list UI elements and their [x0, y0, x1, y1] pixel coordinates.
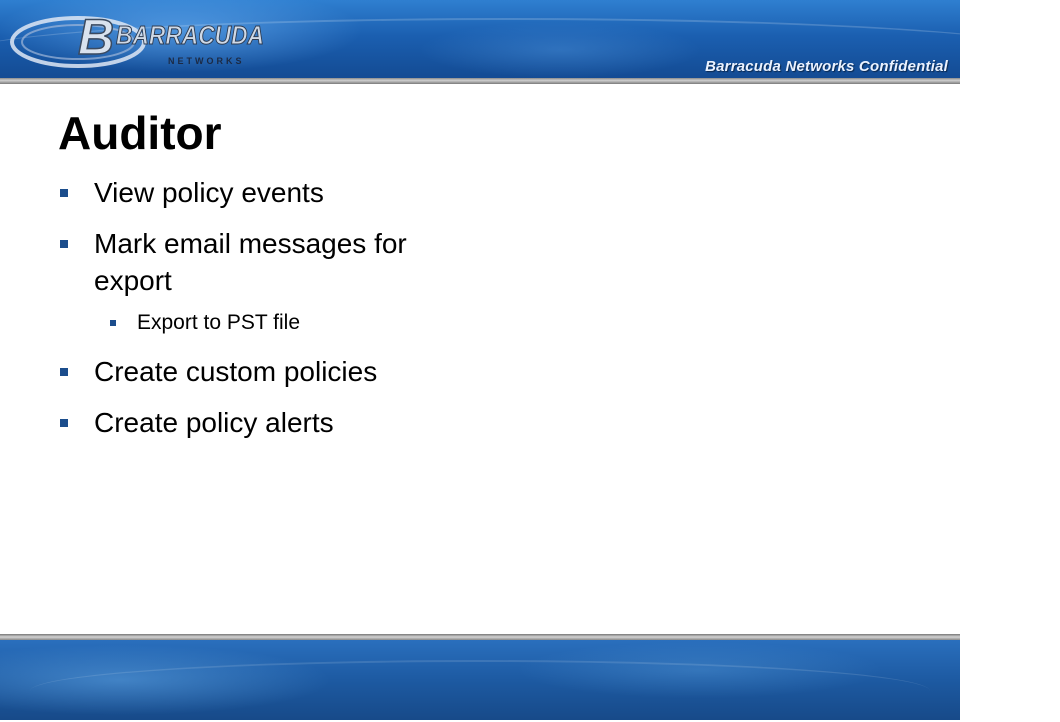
barracuda-logo — [8, 6, 268, 72]
sub-bullet-text: Export to PST file — [137, 311, 301, 334]
bullet-text: View policy events — [94, 177, 324, 208]
square-bullet-icon — [60, 240, 68, 248]
bullet-item — [58, 174, 488, 211]
logo-sub: NETWORKS — [168, 56, 245, 66]
square-bullet-icon — [60, 419, 68, 427]
bullet-text: Create policy alerts — [94, 407, 334, 438]
footer-banner — [0, 640, 960, 720]
square-bullet-icon — [110, 320, 116, 326]
sub-bullet-item — [58, 309, 488, 337]
bullet-text: Create custom policies — [94, 356, 378, 387]
slide-title: Auditor — [58, 107, 222, 159]
logo-word: BARRACUDA — [116, 20, 264, 50]
barracuda-logo-graphic — [8, 6, 268, 72]
bullet-list — [58, 174, 488, 455]
bullet-item — [58, 353, 488, 390]
bullet-text: Mark email messages for export — [94, 228, 407, 296]
bullet-item — [58, 404, 488, 441]
header-banner — [0, 0, 960, 80]
header-divider — [0, 78, 960, 84]
confidential-label: Barracuda Networks Confidential — [705, 58, 948, 75]
footer-ripple-decoration — [30, 660, 930, 722]
square-bullet-icon — [60, 189, 68, 197]
svg-text:B: B — [78, 9, 115, 65]
square-bullet-icon — [60, 368, 68, 376]
bullet-item — [58, 225, 488, 299]
